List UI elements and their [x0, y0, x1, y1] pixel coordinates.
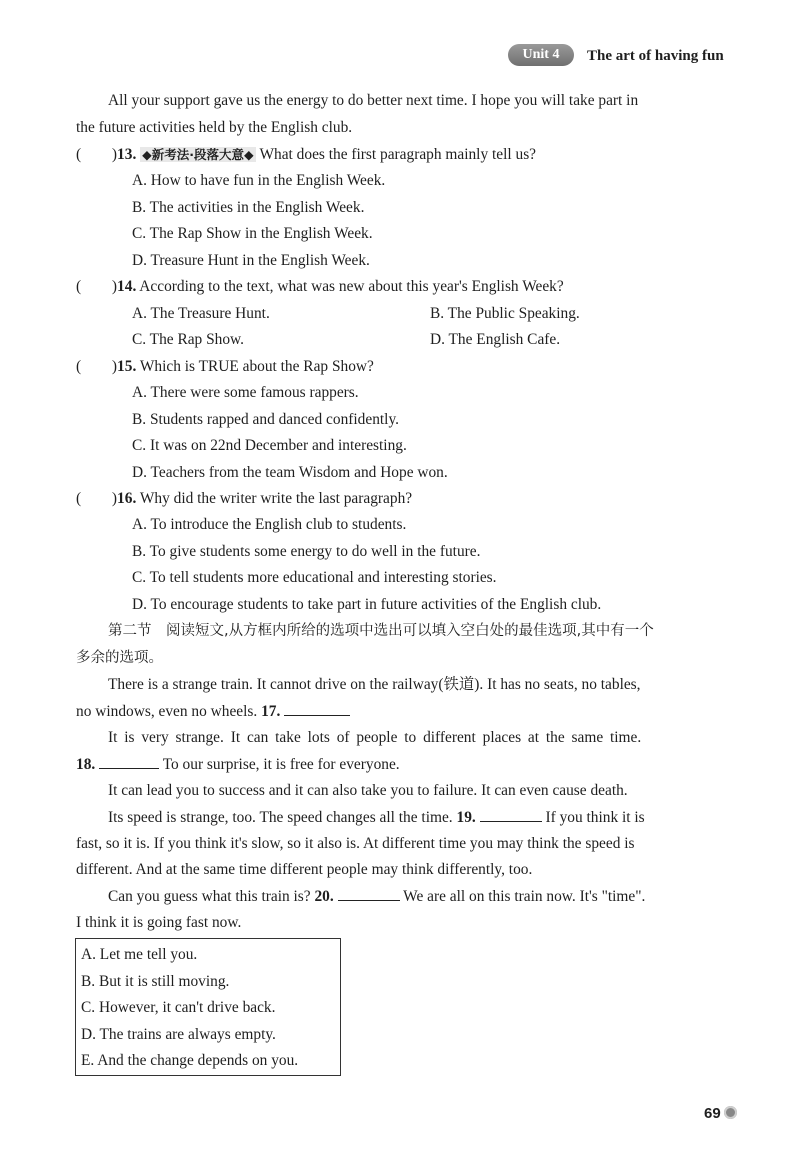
- blank-number: 20.: [314, 888, 334, 905]
- passage-line: different. And at the same time different people may think differently, too.: [76, 861, 533, 878]
- blank-number: 17.: [261, 703, 281, 720]
- option: B. The activities in the English Week.: [132, 199, 365, 216]
- intro-line-1: All your support gave us the energy to do better next time. I hope you will take part in: [108, 92, 639, 109]
- option: A. There were some famous rappers.: [132, 384, 359, 401]
- blank-17[interactable]: [284, 701, 350, 716]
- answer-bracket[interactable]: ( ): [76, 278, 118, 295]
- passage-line: [108, 886, 645, 907]
- unit-badge: Unit 4: [508, 44, 574, 66]
- passage-line: [108, 807, 645, 828]
- question-14: [76, 277, 564, 297]
- blank-20[interactable]: [338, 886, 400, 901]
- page-number: 69: [704, 1105, 721, 1122]
- option: D. Treasure Hunt in the English Week.: [132, 252, 370, 269]
- question-number: 16.: [117, 490, 137, 507]
- option: A. To introduce the English club to students.: [132, 516, 407, 533]
- blank-19[interactable]: [480, 807, 542, 822]
- question-number: 14.: [117, 278, 137, 295]
- choice-e: E. And the change depends on you.: [81, 1052, 299, 1069]
- option: C. It was on 22nd December and interesting.: [132, 437, 407, 454]
- choice-c: C. However, it can't drive back.: [81, 999, 276, 1016]
- question-stem: Which is TRUE about the Rap Show?: [139, 358, 374, 375]
- passage-text: no windows, even no wheels.: [76, 703, 258, 720]
- passage-line: [76, 754, 400, 775]
- question-16: [76, 489, 412, 509]
- question-number: 13.: [117, 146, 137, 163]
- passage-line: fast, so it is. If you think it's slow, so it also is. At different time you may think the speed is: [76, 835, 635, 852]
- blank-number: 19.: [456, 809, 476, 826]
- question-stem: According to the text, what was new about this year's English Week?: [139, 278, 564, 295]
- blank-number: 18.: [76, 756, 96, 773]
- question-number: 15.: [117, 358, 137, 375]
- option: B. The Public Speaking.: [430, 305, 580, 322]
- passage-text: Can you guess what this train is?: [108, 888, 311, 905]
- question-tag: ◆新考法·段落大意◆: [142, 147, 254, 162]
- choice-d: D. The trains are always empty.: [81, 1026, 276, 1043]
- option: B. Students rapped and danced confidently.: [132, 411, 399, 428]
- question-13: [76, 145, 536, 165]
- passage-line: It is very strange. It can take lots of people to different places at the same time.: [108, 729, 642, 746]
- passage-line: I think it is going fast now.: [76, 914, 242, 931]
- passage-text: To our surprise, it is free for everyone.: [162, 756, 400, 773]
- unit-title: The art of having fun: [587, 48, 724, 64]
- question-stem: What does the first paragraph mainly tell us?: [259, 146, 537, 163]
- option: A. How to have fun in the English Week.: [132, 172, 386, 189]
- gear-icon: [724, 1106, 737, 1119]
- question-15: [76, 357, 374, 377]
- section-2-instruction: 第二节 阅读短文,从方框内所给的选项中选出可以填入空白处的最佳选项,其中有一个: [108, 623, 654, 639]
- answer-bracket[interactable]: ( ): [76, 146, 118, 163]
- option: D. The English Cafe.: [430, 331, 561, 348]
- option: D. Teachers from the team Wisdom and Hope won.: [132, 464, 448, 481]
- option: C. The Rap Show.: [132, 331, 245, 348]
- choice-a: A. Let me tell you.: [81, 946, 198, 963]
- passage-text: We are all on this train now. It's "time".: [403, 888, 646, 905]
- question-stem: Why did the writer write the last paragraph?: [139, 490, 413, 507]
- option: D. To encourage students to take part in future activities of the English club.: [132, 596, 602, 613]
- passage-text: If you think it is: [545, 809, 645, 826]
- option: B. To give students some energy to do well in the future.: [132, 543, 481, 560]
- answer-bracket[interactable]: ( ): [76, 358, 118, 375]
- option: C. The Rap Show in the English Week.: [132, 225, 373, 242]
- section-2-instruction-cont: 多余的选项。: [76, 650, 163, 666]
- option: A. The Treasure Hunt.: [132, 305, 270, 322]
- passage-line: It can lead you to success and it can also take you to failure. It can even cause death.: [108, 782, 628, 799]
- passage-line: [76, 701, 350, 722]
- intro-line-2: the future activities held by the English club.: [76, 119, 353, 136]
- passage-text: Its speed is strange, too. The speed changes all the time.: [108, 809, 453, 826]
- passage-line: There is a strange train. It cannot drive on the railway(铁道). It has no seats, no tables,: [108, 676, 641, 693]
- option: C. To tell students more educational and interesting stories.: [132, 569, 497, 586]
- blank-18[interactable]: [99, 754, 159, 769]
- answer-bracket[interactable]: ( ): [76, 490, 118, 507]
- choice-b: B. But it is still moving.: [81, 973, 230, 990]
